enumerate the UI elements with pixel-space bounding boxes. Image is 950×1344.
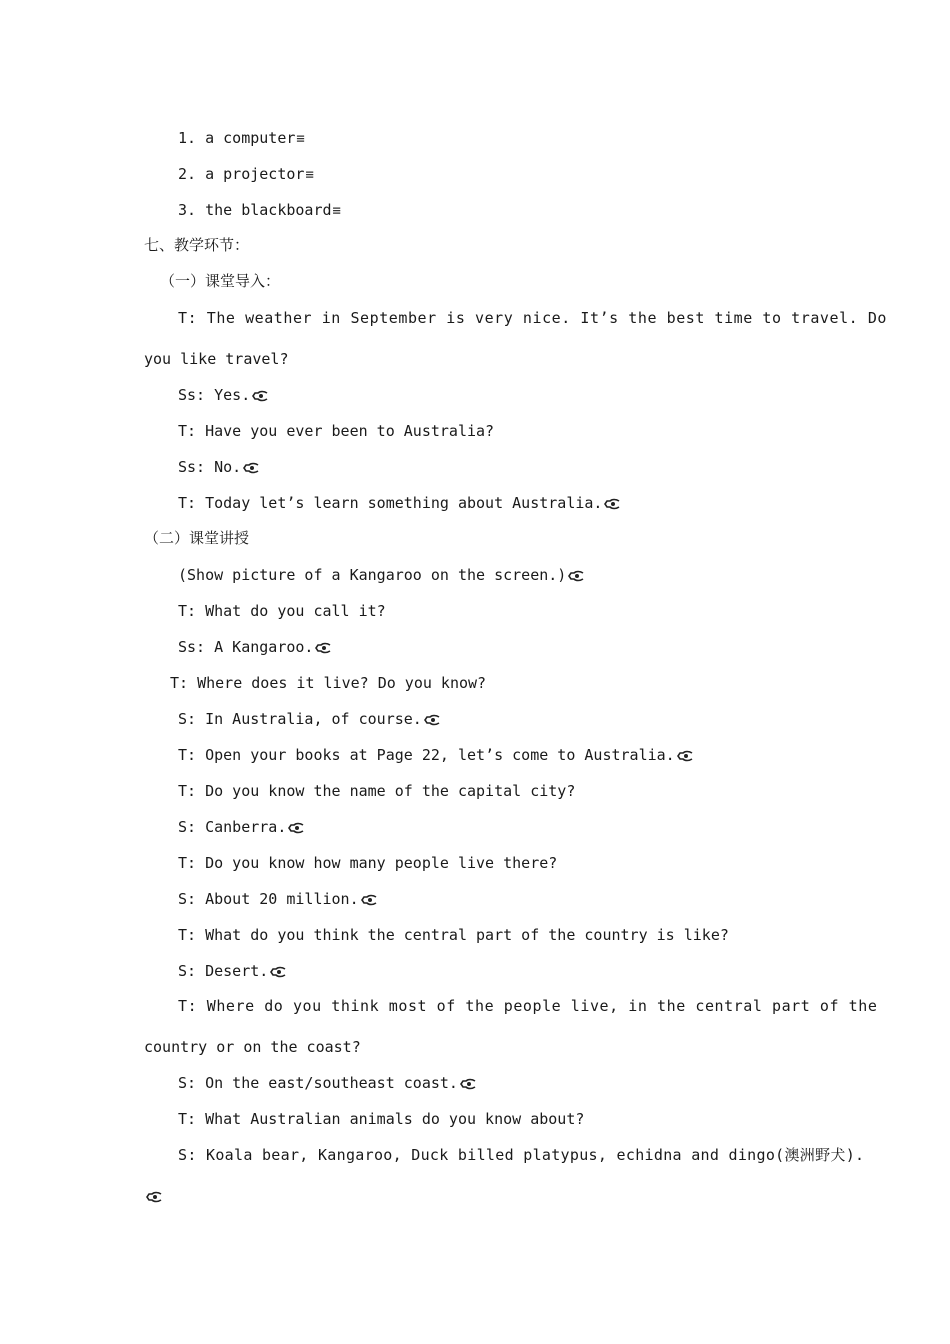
dialogue-line: S: Koala bear, Kangaroo, Duck billed platypus, echidna and dingo(澳洲野犬). <box>178 1146 865 1164</box>
dialogue-line: T: What Australian animals do you know about? <box>178 1110 585 1128</box>
dialogue-line: T: Do you know how many people live there? <box>178 854 558 872</box>
paragraph-mark-icon: ≡ <box>296 131 305 147</box>
dialogue-line <box>144 1186 162 1206</box>
dialogue-line: T: Where does it live? Do you know? <box>170 674 487 692</box>
dialogue-line: you like travel? <box>144 350 289 368</box>
paragraph-mark-icon: ≡ <box>332 203 341 219</box>
return-mark-icon <box>288 822 304 834</box>
return-mark-icon <box>243 462 259 474</box>
return-mark-icon <box>270 966 286 978</box>
list-item: 1. a computer≡ <box>178 129 305 147</box>
dialogue-line: Ss: A Kangaroo. <box>178 637 331 657</box>
list-item: 3. the blackboard≡ <box>178 201 341 219</box>
dialogue-line: Ss: No. <box>178 457 259 477</box>
dialogue-line: T: Where do you think most of the people live, in the central part of the <box>178 997 878 1015</box>
return-mark-icon <box>361 894 377 906</box>
return-mark-icon <box>252 390 268 402</box>
dialogue-line: S: Canberra. <box>178 817 304 837</box>
paragraph-mark-icon: ≡ <box>305 167 314 183</box>
return-mark-icon <box>424 714 440 726</box>
dialogue-line: (Show picture of a Kangaroo on the screen.) <box>178 565 584 585</box>
return-mark-icon <box>568 570 584 582</box>
return-mark-icon <box>146 1191 162 1203</box>
dialogue-line: S: In Australia, of course. <box>178 709 440 729</box>
dialogue-line: T: What do you think the central part of the country is like? <box>178 926 729 944</box>
subsection-heading: （一）课堂导入： <box>160 272 281 290</box>
dialogue-line: T: Have you ever been to Australia? <box>178 422 495 440</box>
dialogue-line: T: Today let’s learn something about Australia. <box>178 493 620 513</box>
dialogue-line: T: What do you call it? <box>178 602 386 620</box>
subsection-heading: （二）课堂讲授 <box>144 529 250 547</box>
dialogue-line: T: Open your books at Page 22, let’s come to Australia. <box>178 745 693 765</box>
list-item: 2. a projector≡ <box>178 165 314 183</box>
dialogue-line: T: The weather in September is very nice. It’s the best time to travel. Do <box>178 309 887 327</box>
dialogue-line: S: Desert. <box>178 961 286 981</box>
return-mark-icon <box>315 642 331 654</box>
dialogue-line: Ss: Yes. <box>178 385 268 405</box>
section-heading: 七、教学环节： <box>144 236 250 254</box>
dialogue-line: country or on the coast? <box>144 1038 361 1056</box>
return-mark-icon <box>460 1078 476 1090</box>
dialogue-line: S: On the east/southeast coast. <box>178 1073 476 1093</box>
return-mark-icon <box>604 498 620 510</box>
dialogue-line: S: About 20 million. <box>178 889 377 909</box>
return-mark-icon <box>677 750 693 762</box>
dialogue-line: T: Do you know the name of the capital city? <box>178 782 576 800</box>
